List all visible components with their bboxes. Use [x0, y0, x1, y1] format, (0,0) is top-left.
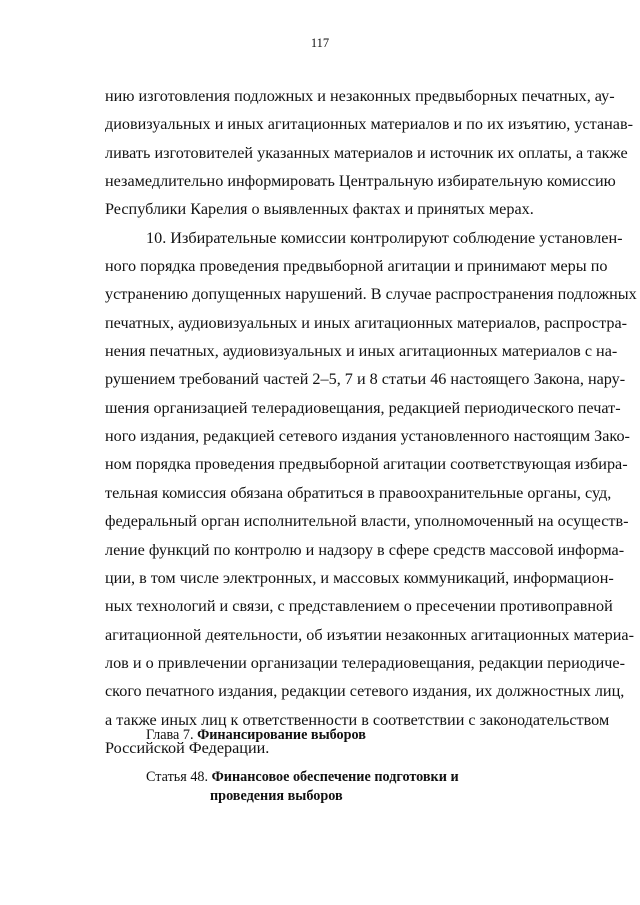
paragraph-line: устранению допущенных нарушений. В случае распространения подложных	[105, 285, 637, 304]
paragraph-line: лов и о привлечении организации телерадиовещания, редакции периодиче-	[105, 653, 626, 672]
paragraph-line: рушением требований частей 2–5, 7 и 8 статьи 46 настоящего Закона, нару-	[105, 370, 626, 389]
paragraph-line: ции, в том числе электронных, и массовых коммуникаций, информацион-	[105, 568, 614, 587]
paragraph-line: 10. Избирательные комиссии контролируют соблюдение установлен-	[146, 228, 623, 247]
article-prefix: Статья 48.	[146, 769, 209, 785]
paragraph-line: ного издания, редакцией сетевого издания установленного настоящим Зако-	[105, 427, 630, 446]
paragraph-line: нения печатных, аудиовизуальных и иных агитационных материалов с на-	[105, 342, 618, 361]
article-title-line1: Финансовое обеспечение подготовки и	[211, 769, 459, 785]
paragraph-line: ных технологий и связи, с представлением о пресечении противоправной	[105, 597, 613, 616]
paragraph-line: агитационной деятельности, об изъятии незаконных агитационных материа-	[105, 625, 634, 644]
article-title-line2: проведения выборов	[210, 788, 343, 804]
paragraph-line: ном порядка проведения предвыборной агитации соответствующая избира-	[105, 455, 628, 474]
chapter-prefix: Глава 7.	[146, 727, 194, 743]
paragraph-line: нию изготовления подложных и незаконных предвыборных печатных, ау-	[105, 87, 615, 105]
paragraph-line: ного порядка проведения предвыборной агитации и принимают меры по	[105, 257, 608, 276]
page-number: 117	[310, 36, 330, 50]
paragraph-line: ского печатного издания, редакции сетевого издания, их должностных лиц,	[105, 682, 625, 701]
paragraph-line: федеральный орган исполнительной власти, уполномоченный на осуществ-	[105, 512, 629, 531]
paragraph-line: ливать изготовителей указанных материалов и источник их оплаты, а также	[105, 143, 628, 162]
paragraph-line: тельная комиссия обязана обратиться в правоохранительные органы, суд,	[105, 483, 612, 502]
chapter-title: Финансирование выборов	[197, 727, 366, 743]
paragraph-line: шения организацией телерадиовещания, редакцией периодического печат-	[105, 398, 621, 417]
chapter-heading	[146, 727, 366, 744]
paragraph-line: а также иных лиц к ответственности в соответствии с законодательством	[105, 710, 610, 729]
paragraph-line: Российской Федерации.	[105, 738, 270, 757]
paragraph-line: печатных, аудиовизуальных и иных агитационных материалов, распростра-	[105, 313, 628, 332]
body-text	[105, 82, 637, 762]
paragraph-line: Республики Карелия о выявленных фактах и принятых мерах.	[105, 200, 534, 219]
paragraph-line: диовизуальных и иных агитационных материалов и по их изъятию, устанав-	[105, 115, 634, 134]
paragraph-line: ление функций по контролю и надзору в сфере средств массовой информа-	[105, 540, 625, 559]
paragraph-line: незамедлительно информировать Центральную избирательную комиссию	[105, 172, 616, 191]
article-heading	[146, 768, 459, 806]
